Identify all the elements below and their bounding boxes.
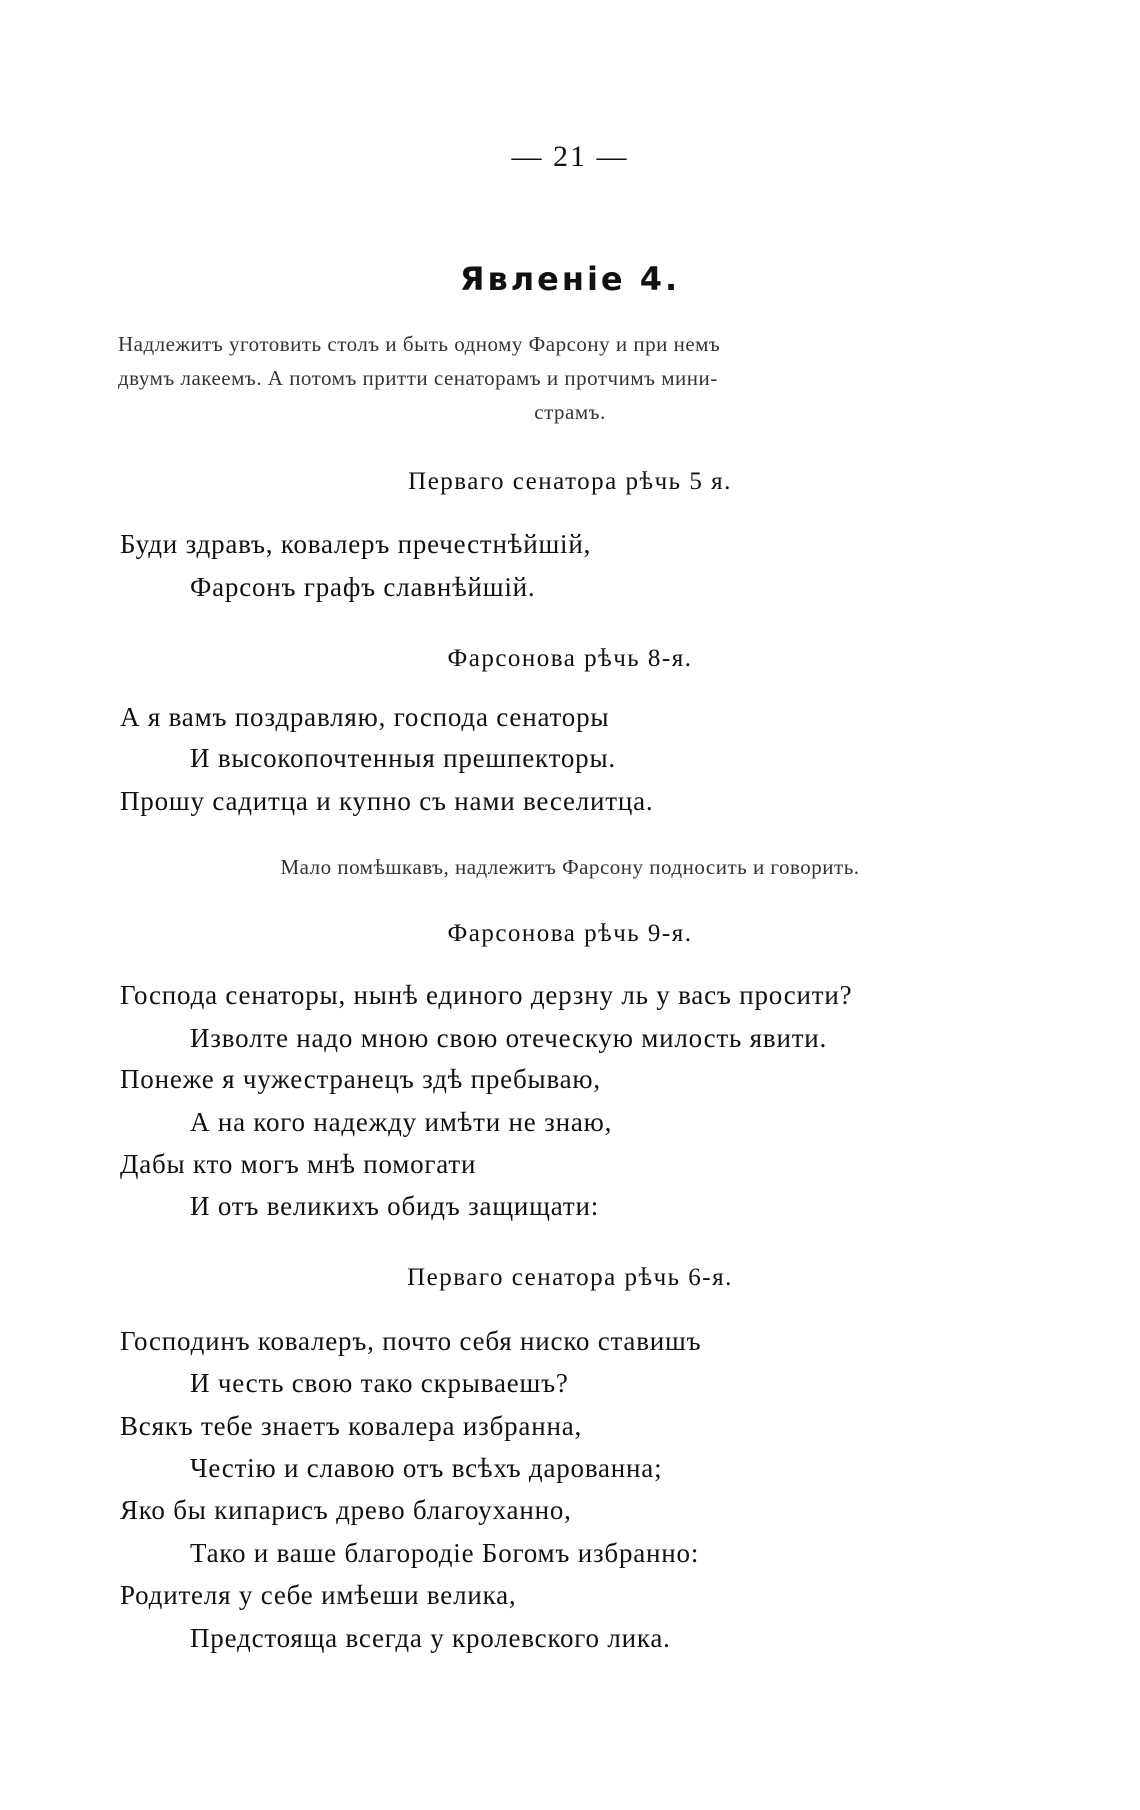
verse-line: Яко бы кипарисъ древо благоуханно,	[120, 1495, 572, 1525]
stage-direction-line: Надлежитъ уготовить столъ и быть одному Фарсону и при немъ	[118, 332, 721, 356]
verse-line: И отъ великихъ обидъ защищати:	[190, 1191, 600, 1221]
speech-heading: Перваго сенатора рѣчь 5 я.	[408, 468, 732, 495]
verse-line: Буди здравъ, ковалеръ пречестнѣйшій,	[120, 529, 592, 559]
verse-line: Фарсонъ графъ славнѣйшій.	[190, 572, 536, 602]
stage-direction-line: Мало помѣшкавъ, надлежитъ Фарсону подносить и говорить.	[280, 855, 860, 879]
verse-line: Изволте надо мною свою отеческую милость явити.	[190, 1023, 828, 1053]
page-number: — 21 —	[511, 140, 629, 173]
verse-line: Господинъ ковалеръ, почто себя ниско ставишъ	[120, 1326, 702, 1356]
stage-direction-line: двумъ лакеемъ. А потомъ притти сенаторамъ и протчимъ мини-	[118, 366, 718, 390]
scene-title: Явленіе 4.	[459, 260, 681, 298]
verse-line: Честію и славою отъ всѣхъ дарованна;	[190, 1453, 663, 1483]
verse-line: Понеже я чужестранецъ здѣ пребываю,	[120, 1064, 601, 1094]
verse-line: Господа сенаторы, нынѣ единого дерзну ль у васъ просити?	[120, 980, 853, 1010]
speech-heading: Фарсонова рѣчь 9-я.	[447, 920, 693, 947]
verse-line: А я вамъ поздравляю, господа сенаторы	[120, 702, 610, 732]
speech-heading: Фарсонова рѣчь 8-я.	[447, 645, 693, 672]
verse-line: И честь свою тако скрываешъ?	[190, 1368, 569, 1398]
verse-line: Прошу садитца и купно съ нами веселитца.	[120, 786, 654, 816]
verse-line: Дабы кто могъ мнѣ помогати	[120, 1149, 477, 1179]
speech-heading: Перваго сенатора рѣчь 6-я.	[407, 1264, 733, 1291]
verse-line: Предстояща всегда у кролевского лика.	[190, 1623, 671, 1653]
verse-line: Тако и ваше благородіе Богомъ избранно:	[190, 1538, 700, 1568]
verse-line: А на кого надежду имѣти не знаю,	[190, 1107, 613, 1137]
stage-direction-line: страмъ.	[534, 400, 606, 424]
verse-line: Родителя у себе имѣеши велика,	[120, 1580, 517, 1610]
verse-line: Всякъ тебе знаетъ ковалера избранна,	[120, 1411, 583, 1441]
verse-line: И высокопочтенныя прешпекторы.	[190, 743, 616, 773]
